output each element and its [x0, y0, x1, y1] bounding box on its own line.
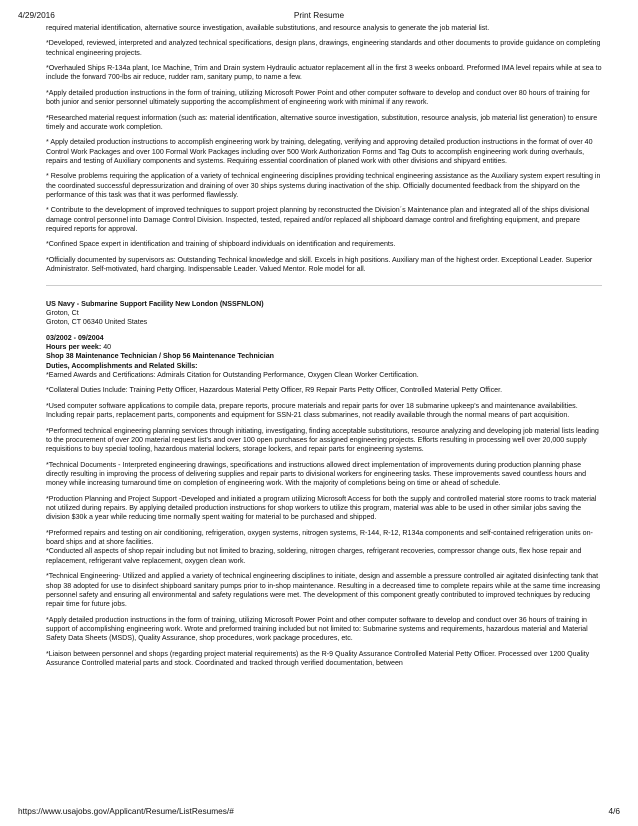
resume-paragraph: *Overhauled Ships R-134a plant, Ice Machine, Trim and Drain system Hydraulic actuator replacement all in the first 3 weeks onboard. Preformed IMA level repairs while at sea to include the forward 700-lbs air reduce, rudder ram, sanitary pump, to name a few. [46, 64, 602, 82]
duty-paragraph: *Earned Awards and Certifications: Admirals Citation for Outstanding Performance, Oxygen Clean Worker Certification. [46, 371, 419, 380]
resume-paragraph: *Apply detailed production instructions in the form of training, utilizing Microsoft Power Point and other computer software to develop and conduct over 80 hours of training for both junior and senior personnel ultimately supporting the accomplishment of engineering work with minimal if any rework. [46, 88, 590, 107]
job-hours [46, 343, 602, 352]
resume-paragraph: *Confined Space expert in identification and training of shipboard individuals on identification and requirements. [46, 240, 396, 249]
duty-paragraph: *Production Planning and Project Support -Developed and initiated a program utilizing Microsoft Access for both the supply and controlled material store rooms to track material not utilized during repairs. By applying detailed production instructions for shop workers to utilize this program, material was able to be used in other similar jobs saving the division $30k a year while reducing time normally spent waiting for material to be purchased and shipped. [46, 494, 597, 522]
resume-paragraph: * Resolve problems requiring the application of a variety of technical engineering disciplines providing technical engineering assistance as the Auxiliary system expert resulting in the coordinated successful depressurization and draining of over 30 ships systems during inactivation of the ship. Officially documented feedback from the shipyard on the performance of this task was that it was performed flawlessly. [46, 172, 601, 200]
resume-paragraph: * Contribute to the development of improved techniques to support project planning by reconstructed the Division´s Maintenance plan and integrated all of the ships divisional damage control personnel into Damage Control Division. Inspected, tested, repaired and/or replaced all shipboard damage control and firefighting equipment, and prepare required reports for approval. [46, 206, 590, 234]
print-date: 4/29/2016 [18, 10, 55, 20]
hours-value: 40 [103, 342, 112, 351]
print-title: Print Resume [293, 10, 345, 20]
page-header [18, 10, 620, 22]
page-number: 4/6 [608, 806, 620, 816]
resume-paragraph: *Researched material request information (such as: material identification, alternative source investigation, substitution, resource analysis, job material list generation) to ensure timely and accurate work completion. [46, 113, 598, 131]
duty-paragraph: *Collateral Duties Include: Training Petty Officer, Hazardous Material Petty Officer, R9 Repair Parts Petty Officer, Controlled Material Petty Officer. [46, 386, 503, 395]
duty-paragraph: *Conducted all aspects of shop repair including but not limited to brazing, soldering, nitrogen charges, refrigerant recoveries, compressor change outs, flex hose repair and replacement, refrigerant valve replacement, oxygen clean work. [46, 547, 582, 565]
duty-paragraph: *Apply detailed production instructions in the form of training, utilizing Microsoft Power Point and other computer software to develop and conduct over 36 hours of training in support of accomplishing engineering work. Wrote and preformed training included but not limited to: Submarine systems and requirements, hazardous material and Material Safety Data Sheets (MSDS), Quality Assurance, shop procedures, work package procedures, etc. [46, 615, 588, 643]
section-divider [46, 285, 602, 286]
resume-paragraph: *Developed, reviewed, interpreted and analyzed technical specifications, design plans, drawings, engineering standards and other documents to provide guidance on completing technical engineering projects. [46, 39, 601, 57]
duty-paragraph: *Preformed repairs and testing on air conditioning, refrigeration, oxygen systems, nitrogen systems, R-144, R-12, R134a components and self-contained refrigeration units on-board ships and at shore facilities. [46, 528, 593, 547]
page-footer [18, 806, 620, 818]
resume-paragraph: *Officially documented by supervisors as: Outstanding Technical knowledge and skill. Excels in high positions. Auxiliary man of the highest order. Exceptional Leader. Superior Administrator. Self-motivated, hard charging. Indispensable Leader. Valued Mentor. Role model for all. [46, 255, 593, 274]
duty-paragraph: *Performed technical engineering planning services through initiating, investigating, finding acceptable substitutions, resource analyzing and developing job material lists leading to the procurement of over 200 material request list's and over 100 open purchases for assigned engineering projects. Efforts resulting in processing well over 20,000 supply requisitions to buy special tooling, hazardous material lockers, storage lockers, and repair parts for engineering systems. [46, 426, 599, 454]
employer-city: Groton, Ct [46, 308, 79, 317]
job-dates: 03/2002 - 09/2004 [46, 333, 104, 342]
employer-block [46, 300, 602, 328]
page-url: https://www.usajobs.gov/Applicant/Resume/ListResumes/# [18, 806, 234, 816]
hours-label: Hours per week: [46, 342, 102, 351]
resume-content [46, 24, 602, 674]
duty-paragraph: *Technical Engineering- Utilized and applied a variety of technical engineering disciplines to initiate, design and assemble a pressure controlled air agitated disinfecting tank that shop 38 adopted for use to disinfect shipboard sanitary pumps prior to in-shop maintenance. Resulting in a decreased time to complete repairs while at the same time increasing personnel safety and ensuring all environmental and safety regulations were met. The development of this component greatly contributed to improved techniques by reducing repair time for future jobs. [46, 572, 601, 609]
resume-paragraph: * Apply detailed production instructions to accomplish engineering work by training, delegating, verifying and approving detailed production instructions in the format of over 40 Control Work Packages and over 100 Formal Work Packages including over 500 Work Authorization Forms and Tag Outs to accomplish engineering work during overhauls, repairs and testing of Auxiliary components and systems. Requiring essential coordination of planed work with other divisions and shipyard entities. [46, 138, 593, 165]
employer-name: US Navy - Submarine Support Facility New London (NSSFNLON) [46, 299, 264, 308]
job-meta [46, 334, 602, 371]
resume-paragraph: required material identification, alternative source investigation, available substitutions, and resource analysis to generate the job material list. [46, 24, 490, 32]
duty-paragraph: *Used computer software applications to compile data, prepare reports, procure materials and repair parts for over 18 submarine upkeep's and maintenance availabilities. Including repair parts, replacement parts, components and equipment for SSN-21 class submarines, not readily available through the normal means of part acquisition. [46, 401, 578, 420]
duty-paragraph: *Liaison between personnel and shops (regarding project material requirements) as the R-9 Quality Assurance Controlled Material Petty Officer. Processed over 1200 Quality Assurance Controlled material parts and stock. Coordinated and tracked through verified documentation, between [46, 649, 590, 668]
duties-label: Duties, Accomplishments and Related Skills: [46, 361, 198, 370]
job-title: Shop 38 Maintenance Technician / Shop 56 Maintenance Technician [46, 352, 274, 361]
employer-address: Groton, CT 06340 United States [46, 318, 148, 327]
duty-paragraph: *Technical Documents - Interpreted engineering drawings, specifications and instructions allowed direct implementation of improvements during production planning phase directly resulting in improving the process of delivering supplies and repair parts to divisional workers for engineering tasks. These improvements saved countless hours and money while increasing turnaround time on completion of engineering work. With the majority of completions being on time or ahead of schedule. [46, 460, 587, 488]
